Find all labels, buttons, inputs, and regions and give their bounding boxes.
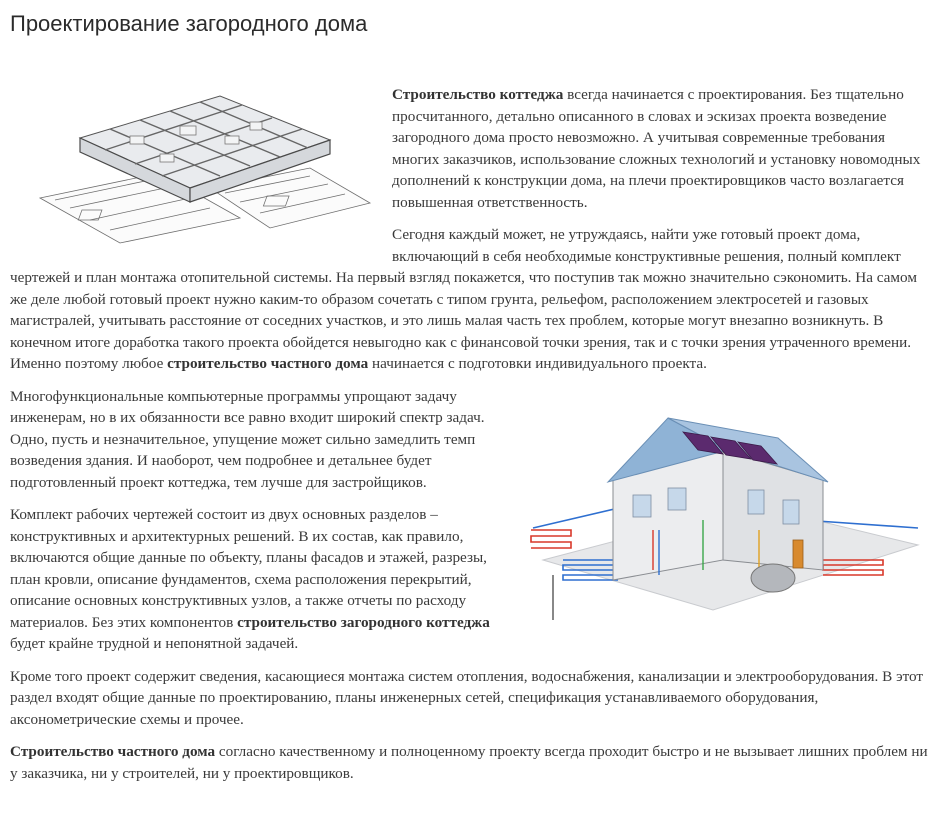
strong-text: Строительство коттеджа	[392, 86, 564, 103]
paragraph-5	[10, 666, 935, 731]
paragraph-text: начинается с подготовки индивидуального проекта.	[368, 355, 707, 372]
blueprint-illustration	[10, 78, 380, 246]
paragraph-2	[10, 224, 935, 375]
paragraph-text: Кроме того проект содержит сведения, касающиеся монтажа систем отопления, водоснабжения, канализации и электрооборудования. В этот раздел входят общие данные по проектированию, планы инженерных сетей, спецификация устанавливаемого оборудования, аксонометрические схемы и прочее.	[10, 667, 924, 728]
paragraph-text: Комплект рабочих чертежей состоит из двух основных разделов – конструктивных и архитектурных решений. В их состав, как правило, включаются общие данные по объекту, планы фасадов и этажей, разрезы, план кровли, описание фундаментов, схема расположения перекрытий, описание основных конструктивных узлов, а также отчеты по расходу материалов. Без этих компонентов	[10, 506, 487, 631]
house-systems-illustration	[523, 410, 923, 622]
paragraph-text: будет крайне трудной и непонятной задачей.	[10, 635, 299, 652]
paragraph-text: всегда начинается с проектирования. Без тщательно просчитанного, детально описанного в словах и эскизах проекта возведение загородного дома просто невозможно. А учитывая современные требования многих заказчиков, использование сложных технологий и установку новомодных дополнений к конструкции дома, на плечи проектировщиков часто возлагается повышенная ответственность.	[392, 86, 921, 211]
strong-text: строительство частного дома	[167, 355, 369, 372]
paragraph-text: Многофункциональные компьютерные программы упрощают задачу инженерам, но в их обязанности все равно входит широкий спектр задач. Одно, пусть и незначительное, упущение может сильно замедлить темп возведения здания. И наоборот, чем подробнее и детальнее будет подготовленный проект коттеджа, тем лучше для застройщиков.	[10, 387, 485, 491]
strong-text: Строительство частного дома	[10, 743, 216, 760]
article-body	[10, 84, 935, 795]
paragraph-6	[10, 741, 935, 784]
blueprint-image	[10, 78, 380, 246]
house-image	[523, 410, 923, 622]
page-title: Проектирование загородного дома	[10, 11, 368, 36]
paragraph-text: Сегодня каждый может, не утруждаясь, найти уже готовый проект дома, включающий в себя необходимые конструктивные решения, полный комплект чертежей и план монтажа отопительной системы. На первый взгляд покажется, что поступив так можно значительно сэкономить. На самом же деле любой готовый проект нужно каким-то образом сочетать с типом грунта, рельефом, расположением электросетей и газовых магистралей, учитывать расстояние от соседних участков, и это лишь малая часть тех проблем, которые могут внезапно возникнуть. В конечном итоге доработка такого проекта обойдется невыгодно как с финансовой точки зрения, так и с точки зрения утраченного времени. Именно поэтому любое	[10, 226, 917, 372]
strong-text: строительство загородного коттеджа	[237, 613, 490, 631]
paragraph-text: согласно качественному и полноценному проекту всегда проходит быстро и не вызывает лишних проблем ни у заказчика, ни у строителей, ни у проектировщиков.	[10, 743, 928, 782]
